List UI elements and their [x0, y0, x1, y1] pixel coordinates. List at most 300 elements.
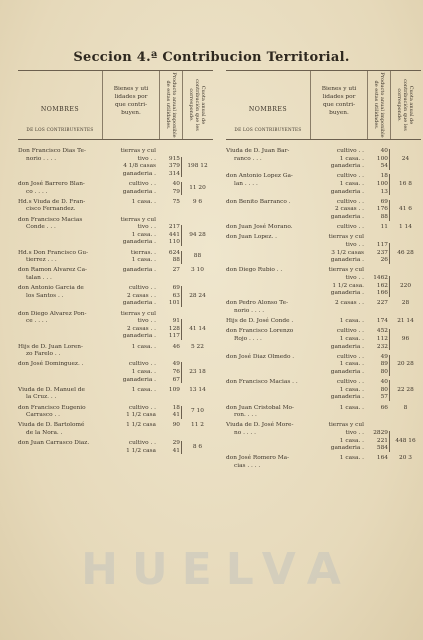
property-item: 2 casas . . [334, 300, 364, 307]
contributor-name-line: Rojo . . . . [234, 335, 262, 342]
property-item: tivo . . [137, 155, 156, 162]
property-item: tivo . . [345, 274, 364, 281]
table-row [226, 199, 421, 222]
contributor-name-line: don Diego Rubio . . [226, 267, 283, 274]
annual-quota: 28 [401, 300, 410, 307]
property-item: 2 casas . . [126, 292, 156, 299]
property-items [103, 250, 159, 265]
annual-quota: 21 14 [397, 318, 414, 325]
annual-product [368, 300, 390, 308]
table-row [226, 318, 421, 326]
contributor-name [226, 379, 310, 387]
page-title: Seccion 4.ª Contribucion Territorial. [73, 50, 350, 65]
property-items [311, 455, 367, 463]
contributor-name-line: don Antonio Lopez Ga- [226, 173, 293, 180]
property-item: cultivo . . [128, 361, 156, 368]
annual-quota: 20 3 [399, 455, 412, 462]
annual-product-value: 915 [168, 155, 180, 162]
annual-product-value: 88 [380, 213, 388, 220]
property-item: cultivo . . [336, 198, 364, 205]
contributor-name [226, 234, 310, 242]
property-item: ganaderia . [330, 213, 364, 220]
annual-quota: 46 28 [397, 249, 414, 256]
property-items [311, 422, 367, 452]
property-item: ganaderia . [122, 376, 156, 383]
contributor-name-line: Viuda de D. Bartolomé [18, 422, 85, 429]
annual-product [368, 173, 390, 196]
property-items [311, 173, 367, 196]
annual-product-value: 79 [172, 188, 180, 195]
annual-product-value: 117 [168, 333, 180, 340]
annual-product-value: 232 [376, 343, 388, 350]
property-item: tierras y cul [120, 310, 156, 317]
property-items [311, 405, 367, 413]
table-row [18, 285, 213, 308]
header-de-los-label: DE LOS CONTRIBUYENTES [234, 127, 302, 132]
annual-product-value: 40 [380, 148, 388, 154]
header-producto: Producto anual imponible de estas utilidades. [373, 72, 385, 138]
property-item: cultivo . . [336, 173, 364, 180]
property-items [103, 387, 159, 395]
property-items [103, 267, 159, 275]
contributor-name [226, 405, 310, 420]
annual-product [368, 455, 390, 463]
annual-product-value: 40 [380, 379, 388, 386]
contributor-name-line: don Juan Cristobal Mo- [226, 404, 294, 411]
contributor-name [18, 181, 102, 196]
annual-product [368, 328, 390, 351]
annual-quota: 11 2 [191, 422, 204, 429]
annual-product [160, 285, 182, 308]
annual-product-value: 49 [380, 353, 388, 360]
annual-product-value: 41 [172, 447, 180, 454]
property-items [103, 344, 159, 352]
annual-product-value: 584 [376, 445, 388, 452]
annual-product-value: 75 [172, 198, 180, 205]
contributor-name-line: Hijs de D. José Conde . [226, 318, 294, 325]
contributor-name [18, 361, 102, 369]
annual-product-value: 80 [380, 386, 388, 393]
contributor-name-line: don José Diaz Olmedo . [226, 353, 295, 360]
annual-product-value: 41 [172, 412, 180, 419]
contributor-name-line: don Ramon Alvarez Ca- [18, 267, 88, 274]
annual-product [160, 181, 182, 196]
annual-product-value: 110 [168, 239, 180, 246]
property-item: ganaderia . [330, 257, 364, 264]
table-row [18, 361, 213, 384]
property-item: 1 casa. . [131, 368, 156, 375]
contributor-name-line: don Francisco Lorenzo [226, 328, 294, 335]
annual-product-value: 176 [376, 206, 388, 213]
header-cuota: Cuota anual de contribución que les corresponde. [396, 79, 414, 131]
right-table-header [226, 70, 421, 140]
annual-product [368, 405, 390, 413]
annual-product [160, 267, 182, 275]
contributor-name-line: don Francisco Eugenio [18, 404, 86, 411]
contributor-name-line: talan . . . [26, 274, 52, 281]
annual-product-value: 49 [172, 361, 180, 368]
annual-product-value: 76 [172, 368, 180, 375]
annual-product-value: 237 [376, 249, 388, 256]
table-row [226, 328, 421, 351]
table-row [226, 148, 421, 171]
annual-product [160, 405, 182, 420]
property-item: 1 casa. . [339, 180, 364, 187]
annual-product-value: 128 [168, 325, 180, 332]
table-row [226, 379, 421, 402]
property-item: cultivo . . [336, 379, 364, 386]
property-item: ganaderia . [122, 267, 156, 274]
annual-quota: 1 14 [399, 224, 412, 231]
annual-quota: 23 18 [189, 368, 206, 375]
contributor-name-line: don Antonio Garcia de [18, 285, 84, 292]
annual-product-value: 11 [380, 224, 388, 231]
annual-product [160, 224, 182, 247]
annual-product-value: 101 [168, 300, 180, 307]
annual-product-value: 227 [376, 300, 388, 307]
table-row [18, 440, 213, 455]
annual-product [368, 318, 390, 326]
table-row [18, 405, 213, 420]
contributor-name-line: cias . . . . [234, 462, 261, 469]
annual-product-value: 624 [168, 249, 180, 256]
property-item: ganaderia . [122, 170, 156, 177]
contributor-name [226, 328, 310, 343]
annual-product-value: 18 [380, 173, 388, 180]
property-item: cultivo . . [128, 285, 156, 292]
annual-product-value: 69 [172, 285, 180, 292]
annual-quota: 94 28 [189, 231, 206, 238]
contributor-name [226, 422, 310, 437]
contributor-name [18, 199, 102, 214]
annual-product-value: 100 [376, 180, 388, 187]
contributor-name [18, 285, 102, 300]
contributor-name-line: co . . . . [26, 188, 48, 195]
property-item: 2 casas . . [126, 325, 156, 332]
contributor-name-line: don José Romero Ma- [226, 455, 290, 462]
property-items [311, 234, 367, 264]
annual-product-value: 379 [168, 163, 180, 170]
property-item: 1 casa. . [339, 361, 364, 368]
annual-product-value: 88 [172, 257, 180, 264]
annual-quota: 9 6 [192, 198, 203, 205]
annual-product-value: 63 [172, 292, 180, 299]
property-item: 4 1/8 casas [123, 163, 156, 170]
annual-product-value: 117 [376, 241, 388, 248]
annual-quota: 13 14 [189, 386, 206, 393]
property-item: 1 1/2 casa [126, 447, 156, 454]
contributor-name-line: no . . . . [234, 429, 256, 436]
contributor-name-line: Don Francisco Dias Te- [18, 148, 86, 154]
property-items [311, 300, 367, 308]
property-item: tivo . . [137, 318, 156, 325]
property-item: ganaderia . [330, 343, 364, 350]
property-items [103, 199, 159, 207]
property-item: 1 casa. . [131, 257, 156, 264]
annual-product-value: 27 [172, 267, 180, 274]
contributor-name [226, 199, 310, 207]
property-items [103, 311, 159, 341]
property-item: 1 casa. . [339, 455, 364, 462]
contributor-name [18, 405, 102, 420]
contributor-name-line: los Santos . . [26, 292, 64, 299]
property-item: ganaderia . [330, 445, 364, 452]
property-item: cultivo . . [128, 181, 156, 187]
table-row [226, 300, 421, 315]
annual-product [368, 430, 390, 453]
watermark-stamp: HUELVA [81, 544, 355, 595]
header-nombres [18, 71, 102, 139]
contributor-name [226, 173, 310, 188]
property-items [311, 267, 367, 297]
annual-product-value: 46 [172, 343, 180, 350]
annual-product-value: 57 [380, 394, 388, 401]
annual-product-value: 1462 [373, 274, 388, 281]
annual-product-value: 66 [380, 404, 388, 411]
property-item: ganaderia . [330, 290, 364, 297]
annual-quota: 8 6 [192, 443, 203, 450]
contributor-name-line: de la Nora. . [26, 429, 63, 436]
property-item: 1 casa. . [131, 386, 156, 393]
annual-quota: 24 [401, 155, 410, 162]
property-items [311, 354, 367, 377]
annual-quota: 5 22 [191, 343, 204, 350]
annual-quota: 8 [403, 404, 408, 411]
contributor-name-line: la Cruz. . . [26, 394, 57, 401]
property-items [311, 379, 367, 402]
property-items [103, 405, 159, 420]
annual-product-value: 69 [380, 198, 388, 205]
annual-product-value: 441 [168, 231, 180, 238]
property-item: 3 1/2 casas [331, 249, 364, 256]
contributor-name-line: Hd.s Viuda de D. Fran- [18, 198, 86, 205]
property-items [103, 440, 159, 455]
property-item: 1 1/2 casa [126, 412, 156, 419]
annual-product [368, 354, 390, 377]
contributor-name-line: Conde . . . [26, 224, 56, 231]
right-table [226, 70, 421, 469]
contributor-name-line: don Juan Lopez. . [226, 234, 277, 241]
annual-quota: 28 24 [189, 292, 206, 299]
annual-product [160, 387, 182, 395]
table-row [18, 217, 213, 247]
header-de-los-label: DE LOS CONTRIBUYENTES [26, 127, 94, 132]
annual-product-value: 91 [172, 318, 180, 325]
property-items [103, 181, 159, 196]
table-row [226, 405, 421, 420]
annual-product [160, 250, 182, 265]
property-item: tivo . . [345, 429, 364, 436]
contributor-name-line: don Francisco Macias . . [226, 379, 298, 386]
contributor-name-line: don Juan José Morano. [226, 224, 293, 231]
annual-quota: 3 10 [191, 267, 204, 274]
left-table [18, 70, 213, 454]
annual-quota: 20 28 [397, 361, 414, 368]
annual-product-value: 221 [376, 437, 388, 444]
property-item: ganaderia . [330, 163, 364, 170]
annual-product [160, 156, 182, 179]
header-nombres-label: NOMBRES [248, 106, 288, 113]
property-item: 1 casa. . [339, 386, 364, 393]
property-items [103, 361, 159, 384]
annual-quota: 198 12 [187, 163, 208, 170]
annual-product-value: 314 [168, 170, 180, 177]
annual-product [368, 242, 390, 265]
property-item: ganaderia . [330, 394, 364, 401]
property-item: 1 casa. . [339, 437, 364, 444]
table-row [18, 250, 213, 265]
property-item: ganaderia . [122, 300, 156, 307]
annual-product-value: 40 [172, 181, 180, 187]
annual-product [368, 379, 390, 402]
property-item: cultivo . . [336, 328, 364, 335]
contributor-name [226, 148, 310, 163]
annual-product [368, 224, 390, 232]
annual-product [160, 422, 182, 430]
annual-quota: 16 8 [399, 180, 412, 187]
contributor-name [226, 354, 310, 362]
property-item: tierras y cul [328, 422, 364, 429]
contributor-name-line: Hijs de D. Juan Loren- [18, 343, 83, 350]
left-table-header [18, 70, 213, 140]
property-item: 1 1/2 casa. [332, 282, 364, 289]
annual-product-value: 26 [380, 257, 388, 264]
annual-product-value: 89 [380, 361, 388, 368]
property-item: cultivo . . [128, 404, 156, 411]
annual-quota: 96 [401, 335, 410, 342]
property-item: 1 casa. . [339, 155, 364, 162]
header-nombres-label: NOMBRES [40, 106, 80, 113]
property-item: 1 1/2 casa [126, 422, 156, 429]
contributor-name-line: Carrasco . . [26, 412, 60, 419]
property-item: tivo . . [345, 241, 364, 248]
contributor-name-line: ron. . . . [234, 412, 257, 419]
property-item: cultivo . . [336, 353, 364, 360]
annual-product [368, 148, 390, 171]
contributor-name-line: ranco . . . [234, 155, 262, 162]
annual-product-value: 109 [168, 386, 180, 393]
annual-product-value: 2829 [373, 429, 388, 436]
annual-quota: 41 6 [399, 206, 412, 213]
contributor-name-line: Viuda de D. Juan Bar- [226, 148, 290, 154]
annual-product-value: 29 [172, 440, 180, 447]
contributor-name [18, 387, 102, 402]
annual-quota: 22 28 [397, 386, 414, 393]
annual-product-value: 13 [380, 188, 388, 195]
contributor-name-line: tierrez . . . [26, 257, 57, 264]
table-row [18, 148, 213, 178]
property-item: tierras y cul [328, 267, 364, 274]
property-item: tierras y cul [120, 148, 156, 154]
contributor-name-line: don Juan Carrasco Diaz. [18, 440, 90, 447]
table-row [18, 199, 213, 214]
annual-product-value: 18 [172, 404, 180, 411]
property-item: 1 casa. . [131, 231, 156, 238]
property-item: 1 casa. . [339, 404, 364, 411]
contributor-name-line: don Diego Alvarez Pon- [18, 310, 87, 317]
property-item: 1 casa. . [131, 198, 156, 205]
annual-product-value: 54 [380, 163, 388, 170]
contributor-name [18, 217, 102, 232]
contributor-name-line: zo Farelo . . [26, 351, 61, 358]
property-item: ganaderia . [122, 333, 156, 340]
contributor-name-line: Viuda de D. José More- [226, 422, 294, 429]
contributor-name [18, 311, 102, 326]
property-items [311, 148, 367, 171]
annual-quota: 220 [399, 282, 412, 289]
annual-product [368, 275, 390, 298]
contributor-name [18, 344, 102, 359]
contributor-name-line: ce . . . . [26, 318, 48, 325]
contributor-name [226, 455, 310, 470]
table-row [18, 181, 213, 196]
contributor-name [18, 250, 102, 265]
contributor-name-line: Hd.s Don Francisco Gu- [18, 249, 89, 256]
annual-product [160, 318, 182, 341]
contributor-name-line: norio . . . . [26, 155, 57, 162]
table-row [226, 224, 421, 232]
contributor-name-line: Viuda de D. Manuel de [18, 386, 85, 393]
annual-product [160, 361, 182, 384]
contributor-name-line: don Pedro Alonso Te- [226, 300, 289, 307]
property-item: tivo . . [137, 224, 156, 231]
table-row [18, 344, 213, 359]
property-items [103, 148, 159, 178]
property-items [311, 318, 367, 326]
table-row [18, 422, 213, 437]
table-row [226, 267, 421, 297]
annual-product-value: 162 [376, 282, 388, 289]
annual-quota: 41 14 [189, 325, 206, 332]
annual-quota: 11 20 [189, 184, 206, 191]
header-nombres [226, 71, 310, 139]
contributor-name [18, 422, 102, 437]
annual-quota: 7 10 [191, 408, 204, 415]
contributor-name-line: don José Dominguez. . [18, 361, 84, 368]
contributor-name-line: lan . . . . [234, 180, 258, 187]
contributor-name [226, 267, 310, 275]
annual-product-value: 217 [168, 224, 180, 231]
property-item: 1 casa. . [339, 335, 364, 342]
contributor-name-line: cisco Fernandez. [26, 206, 76, 213]
property-item: tierras. . [130, 249, 156, 256]
contributor-name-line: don Benito Barranco . [226, 198, 291, 205]
annual-quota: 448 16 [395, 437, 416, 444]
property-item: ganaderia . [330, 188, 364, 195]
property-item: ganaderia . [330, 368, 364, 375]
property-item: cultivo . . [336, 224, 364, 231]
annual-quota: 88 [193, 253, 202, 260]
property-item: 1 casa. . [339, 318, 364, 325]
property-items [311, 199, 367, 222]
contributor-name [18, 267, 102, 282]
annual-product [160, 440, 182, 455]
header-bienes: Bienes y uti lidades por que contri- buyen. [321, 86, 357, 116]
property-item: cultivo . . [128, 440, 156, 447]
table-row [226, 354, 421, 377]
table-row [18, 311, 213, 341]
property-item: ganaderia . [122, 188, 156, 195]
table-row [226, 422, 421, 452]
annual-product-value: 164 [376, 455, 388, 462]
annual-product-value: 67 [172, 376, 180, 383]
annual-product [160, 199, 182, 207]
property-item: ganaderia . [122, 239, 156, 246]
contributor-name [18, 440, 102, 448]
contributor-name-line: don Francisco Macias [18, 216, 83, 223]
property-items [103, 217, 159, 247]
property-items [311, 224, 367, 232]
